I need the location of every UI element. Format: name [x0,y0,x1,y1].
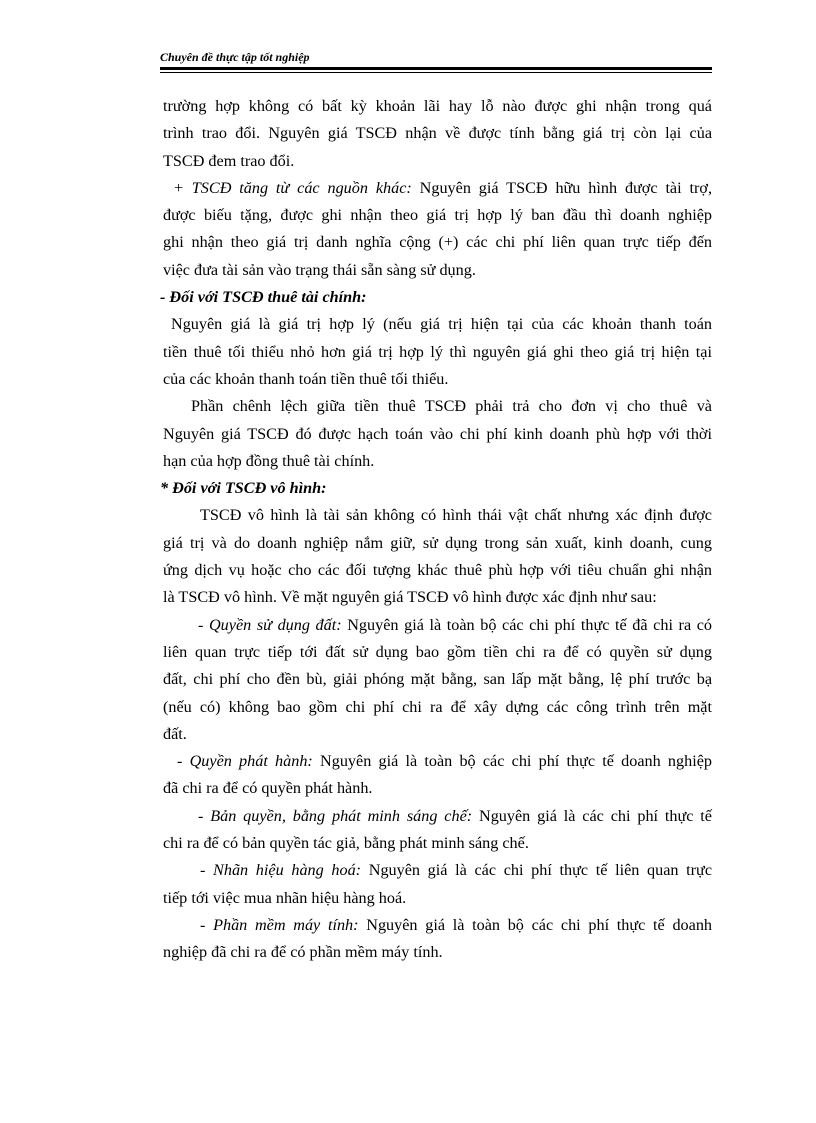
text-line: được biếu tặng, được ghi nhận theo giá trị hợp lý ban đầu thì doanh nghiệp [163,206,712,225]
inline-term: - Quyền phát hành: [177,752,313,771]
inline-term: - Quyền sử dụng đất: [198,615,342,634]
text-line: chi ra để có bản quyền tác giả, bằng phát minh sáng chế. [163,834,529,853]
text-line: trường hợp không có bất kỳ khoản lãi hay lỗ nào được ghi nhận trong quá [163,97,712,115]
text-line: đất. [163,724,187,743]
document-body [160,93,713,967]
section-heading: * Đối với TSCĐ vô hình: [160,479,327,498]
text-line: liên quan trực tiếp tới đất sử dụng bao gồm tiền chi ra để có quyền sử dụng [163,642,712,661]
text-line: ứng dịch vụ hoặc cho các đối tượng khác thuê phù hợp với tiêu chuẩn ghi nhận [163,561,712,580]
text-line: - Quyền sử dụng đất: Nguyên giá là toàn bộ các chi phí thực tế đã chi ra có [198,615,713,634]
text-line: - Bản quyền, bằng phát minh sáng chế: Nguyên giá là các chi phí thực tế [198,806,712,825]
text-line: tiếp tới việc mua nhãn hiệu hàng hoá. [163,888,407,907]
header-divider-thin [160,72,712,73]
text-line: + TSCĐ tăng từ các nguồn khác: Nguyên giá TSCĐ hữu hình được tài trợ, [173,178,712,197]
page-header-title: Chuyên đề thực tập tốt nghiệp [160,50,310,64]
text-line: - Nhãn hiệu hàng hoá: Nguyên giá là các chi phí thực tế liên quan trực [200,861,712,880]
text-line: đã chi ra để có quyền phát hành. [163,779,373,798]
text-line: giá trị và do doanh nghiệp nắm giữ, sử dụng trong sản xuất, kinh doanh, cung [163,533,712,552]
header-divider-thick [160,67,712,70]
text-line: - Phần mềm máy tính: Nguyên giá là toàn bộ các chi phí thực tế doanh [200,915,713,934]
text-line: (nếu có) không bao gồm chi phí chi ra để xây dựng các công trình trên mặt [163,697,712,716]
text-line: việc đưa tài sản vào trạng thái sẵn sàng sử dụng. [163,260,476,279]
text-line: của các khoản thanh toán tiền thuê tối thiểu. [163,369,449,388]
text-line: Nguyên giá TSCĐ đó được hạch toán vào chi phí kinh doanh phù hợp với thời [163,424,712,443]
text-line: đất, chi phí cho đền bù, giải phóng mặt bằng, san lấp mặt bằng, lệ phí trước bạ [163,670,712,689]
inline-term: - Bản quyền, bằng phát minh sáng chế: [198,806,473,825]
text-line: tiền thuê tối thiểu nhỏ hơn giá trị hợp lý thì nguyên giá ghi theo giá trị hiện tại [163,342,712,361]
section-heading: - Đối với TSCĐ thuê tài chính: [160,288,367,307]
text-line: trình trao đổi. Nguyên giá TSCĐ nhận về được tính bằng giá trị còn lại của [163,124,712,143]
inline-term: + TSCĐ tăng từ các nguồn khác: [173,178,412,197]
inline-term: - Phần mềm máy tính: [200,915,359,934]
text-line: ghi nhận theo giá trị danh nghĩa cộng (+) các chi phí liên quan trực tiếp đến [163,233,712,252]
text-line: - Quyền phát hành: Nguyên giá là toàn bộ các chi phí thực tế doanh nghiệp [177,752,712,771]
text-line: TSCĐ đem trao đổi. [163,151,295,170]
text-line: Phần chênh lệch giữa tiền thuê TSCĐ phải trả cho đơn vị cho thuê và [191,397,712,416]
text-line: Nguyên giá là giá trị hợp lý (nếu giá trị hiện tại của các khoản thanh toán [171,315,712,334]
text-line: nghiệp đã chi ra để có phần mềm máy tính. [163,943,443,962]
inline-term: - Nhãn hiệu hàng hoá: [200,861,362,880]
text-line: hạn của hợp đồng thuê tài chính. [163,451,375,470]
text-line: là TSCĐ vô hình. Về mặt nguyên giá TSCĐ vô hình được xác định như sau: [163,588,657,607]
text-line: TSCĐ vô hình là tài sản không có hình thái vật chất nhưng xác định được [200,506,712,525]
